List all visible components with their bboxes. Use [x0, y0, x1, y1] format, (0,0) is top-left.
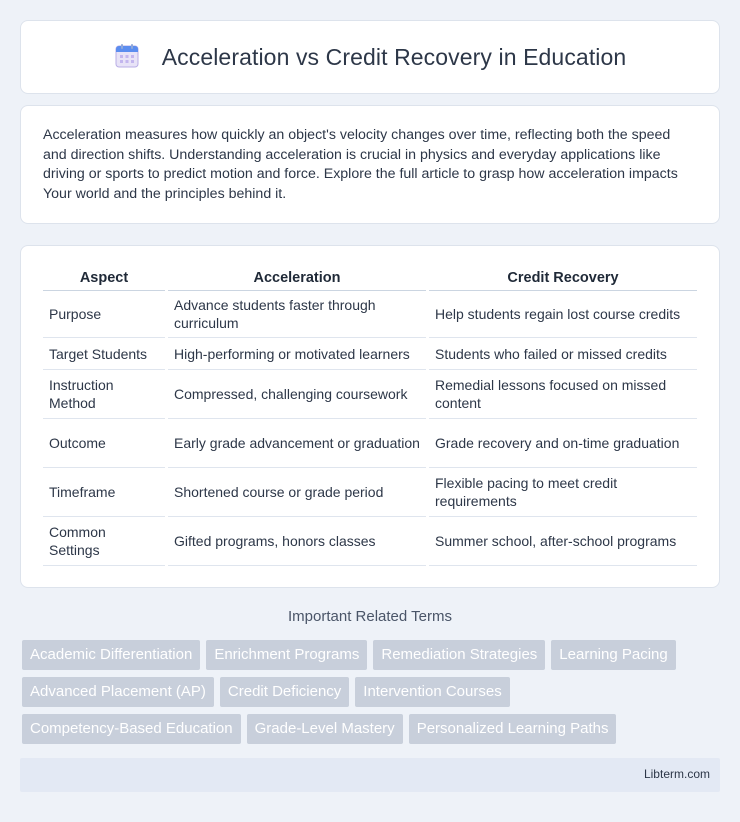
table-cell: Students who failed or missed credits [429, 338, 697, 370]
table-cell: Advance students faster through curriculum [168, 291, 426, 338]
tag-learning-pacing[interactable]: Learning Pacing [551, 640, 675, 670]
table-cell: Instruction Method [43, 370, 165, 419]
title-card [20, 20, 720, 94]
table-row [43, 517, 697, 566]
table-row [43, 468, 697, 517]
tag-remediation-strategies[interactable]: Remediation Strategies [373, 640, 545, 670]
intro-text: Acceleration measures how quickly an object's velocity changes over time, reflecting both the speed and direction shifts. Understanding acceleration is crucial in physics and everyday applications like driving or sports to predict motion and force. Explore the full article to grasp how acceleration impacts Your world and the principles behind it. [43, 127, 678, 202]
tag-personalized-learning-paths[interactable]: Personalized Learning Paths [409, 714, 617, 744]
table-row [43, 291, 697, 338]
table-row [43, 338, 697, 370]
calendar-icon [114, 43, 140, 69]
page-title: Acceleration vs Credit Recovery in Education [161, 43, 627, 70]
tag-grade-level-mastery[interactable]: Grade-Level Mastery [247, 714, 403, 744]
tag-enrichment-programs[interactable]: Enrichment Programs [206, 640, 367, 670]
table-cell: Target Students [43, 338, 165, 370]
table-cell: Common Settings [43, 517, 165, 566]
table-cell: Outcome [43, 419, 165, 468]
table-cell: Purpose [43, 291, 165, 338]
related-terms-tags [22, 640, 722, 751]
table-cell: Gifted programs, honors classes [168, 517, 426, 566]
table-cell: Help students regain lost course credits [429, 291, 697, 338]
column-header-aspect: Aspect [43, 266, 165, 291]
tag-academic-differentiation[interactable]: Academic Differentiation [22, 640, 200, 670]
table-row [43, 419, 697, 468]
comparison-table [40, 266, 700, 566]
table-cell: Grade recovery and on-time graduation [429, 419, 697, 468]
table-cell: Flexible pacing to meet credit requirements [429, 468, 697, 517]
table-cell: Summer school, after-school programs [429, 517, 697, 566]
related-terms-title: Important Related Terms [288, 608, 452, 625]
table-cell: Remedial lessons focused on missed content [429, 370, 697, 419]
footer [20, 758, 720, 792]
column-header-credit-recovery: Credit Recovery [429, 266, 697, 291]
intro-card [20, 105, 720, 224]
table-cell: Compressed, challenging coursework [168, 370, 426, 419]
comparison-card [20, 245, 720, 588]
tag-advanced-placement[interactable]: Advanced Placement (AP) [22, 677, 214, 707]
table-row [43, 370, 697, 419]
tag-competency-based-education[interactable]: Competency-Based Education [22, 714, 241, 744]
footer-site-link[interactable]: Libterm.com [643, 767, 710, 781]
table-cell: Timeframe [43, 468, 165, 517]
tag-intervention-courses[interactable]: Intervention Courses [355, 677, 509, 707]
column-header-acceleration: Acceleration [168, 266, 426, 291]
table-cell: Early grade advancement or graduation [168, 419, 426, 468]
table-cell: Shortened course or grade period [168, 468, 426, 517]
table-cell: High-performing or motivated learners [168, 338, 426, 370]
tag-credit-deficiency[interactable]: Credit Deficiency [220, 677, 349, 707]
